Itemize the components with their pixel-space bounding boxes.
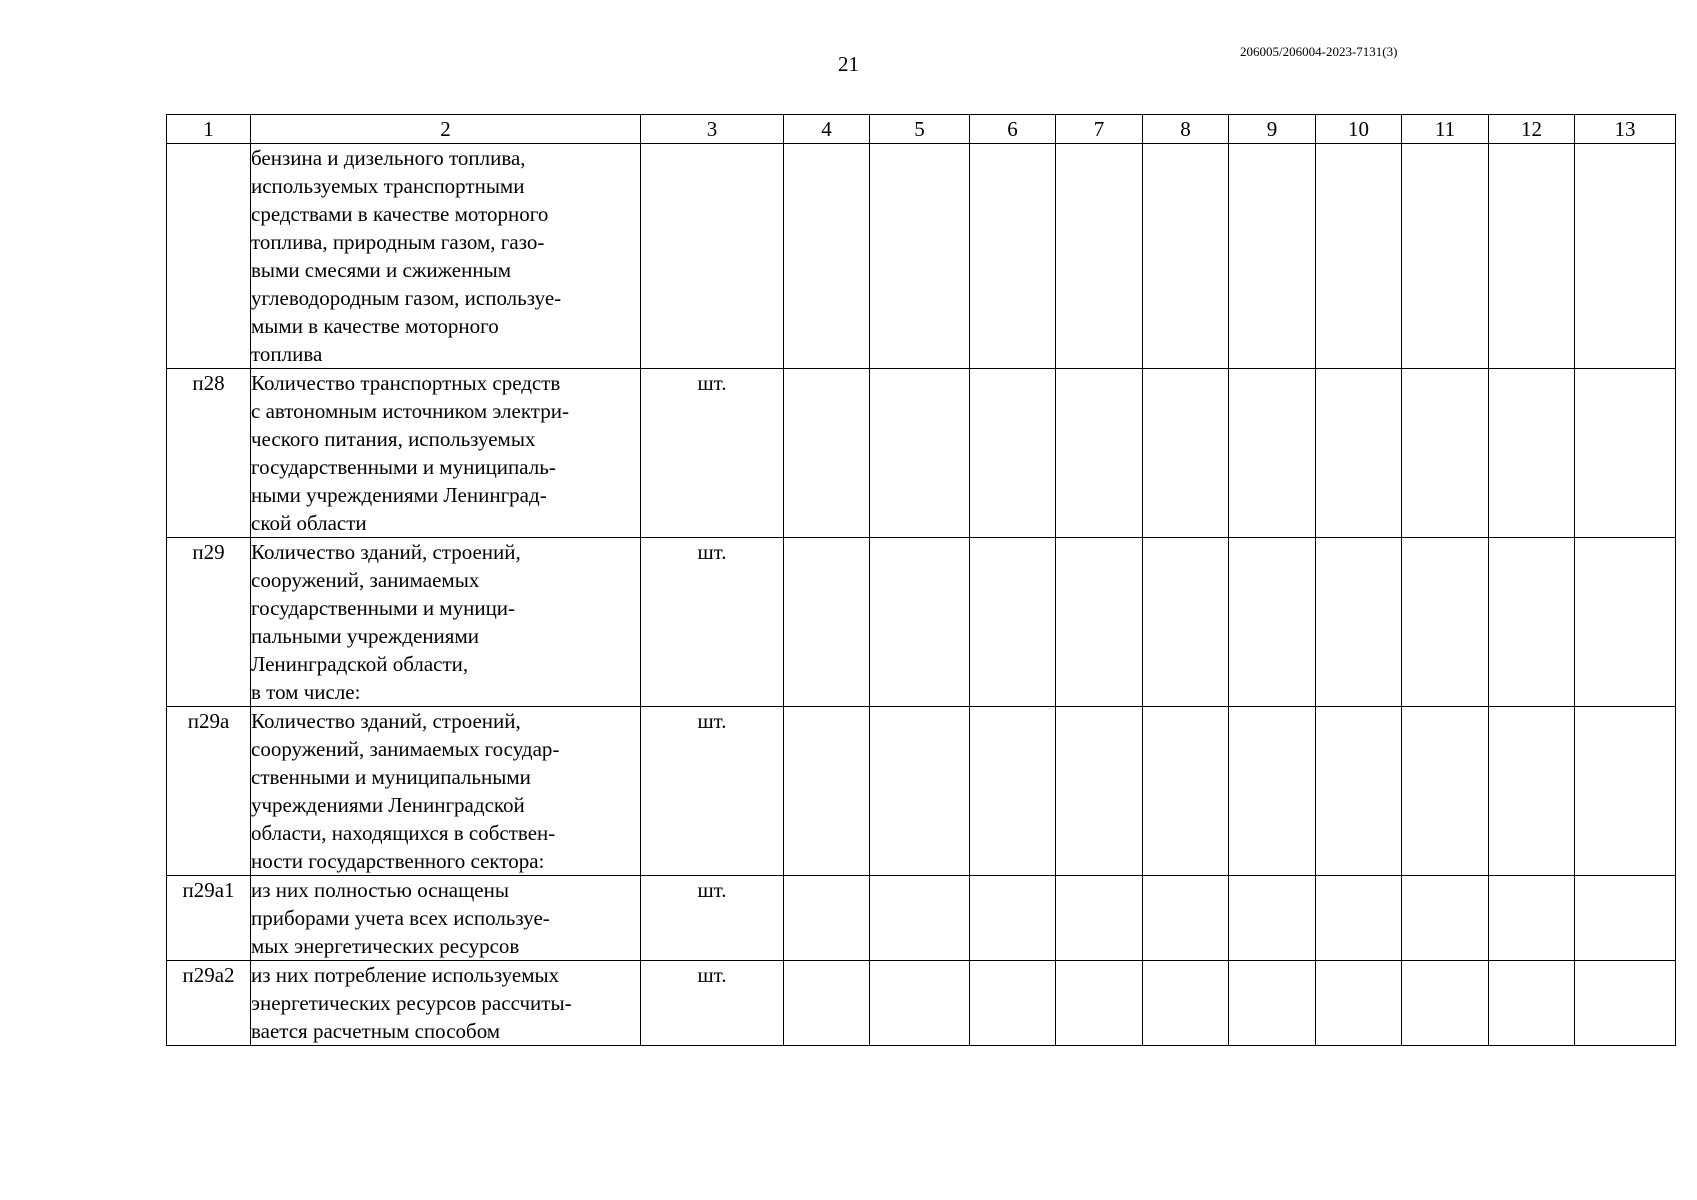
row-description xyxy=(251,707,641,876)
value-cell-col-6 xyxy=(970,144,1056,369)
row-description xyxy=(251,369,641,538)
description-line: учреждениями Ленинградской xyxy=(251,793,525,817)
value-cell-col-6 xyxy=(970,961,1056,1046)
description-line: используемых транспортными xyxy=(251,174,525,198)
value-cell-col-5 xyxy=(870,369,970,538)
description-line: вается расчетным способом xyxy=(251,1019,501,1043)
row-code: п29 xyxy=(167,538,251,707)
column-header-12: 12 xyxy=(1489,115,1575,144)
value-cell-col-11 xyxy=(1402,961,1489,1046)
row-unit: шт. xyxy=(641,538,784,707)
description-line: топлива, природным газом, газо- xyxy=(251,230,545,254)
value-cell-col-10 xyxy=(1316,707,1402,876)
column-header-11: 11 xyxy=(1402,115,1489,144)
column-header-8: 8 xyxy=(1143,115,1229,144)
value-cell-col-7 xyxy=(1056,144,1143,369)
value-cell-col-5 xyxy=(870,876,970,961)
description-line: мых энергетических ресурсов xyxy=(251,934,520,958)
value-cell-col-11 xyxy=(1402,144,1489,369)
description-line: из них потребление используемых xyxy=(251,963,560,987)
row-code: п28 xyxy=(167,369,251,538)
value-cell-col-11 xyxy=(1402,707,1489,876)
row-unit xyxy=(641,144,784,369)
description-line: бензина и дизельного топлива, xyxy=(251,146,526,170)
value-cell-col-13 xyxy=(1575,961,1676,1046)
value-cell-col-12 xyxy=(1489,144,1575,369)
value-cell-col-8 xyxy=(1143,369,1229,538)
value-cell-col-10 xyxy=(1316,144,1402,369)
table-row xyxy=(167,369,1676,538)
row-code xyxy=(167,144,251,369)
column-header-2: 2 xyxy=(251,115,641,144)
value-cell-col-6 xyxy=(970,369,1056,538)
description-line: государственными и муници- xyxy=(251,596,516,620)
column-header-6: 6 xyxy=(970,115,1056,144)
row-description xyxy=(251,144,641,369)
document-id: 206005/206004-2023-7131(3) xyxy=(1240,44,1398,59)
description-line: ческого питания, используемых xyxy=(251,427,536,451)
table-row xyxy=(167,961,1676,1046)
column-header-9: 9 xyxy=(1229,115,1316,144)
table-row xyxy=(167,144,1676,369)
description-line: приборами учета всех используе- xyxy=(251,906,550,930)
value-cell-col-4 xyxy=(784,538,870,707)
row-description xyxy=(251,961,641,1046)
description-line: Ленинградской области, xyxy=(251,652,469,676)
value-cell-col-12 xyxy=(1489,961,1575,1046)
description-line: сооружений, занимаемых государ- xyxy=(251,737,560,761)
table-row xyxy=(167,538,1676,707)
value-cell-col-12 xyxy=(1489,876,1575,961)
description-line: топлива xyxy=(251,342,323,366)
value-cell-col-4 xyxy=(784,707,870,876)
description-line: Количество зданий, строений, xyxy=(251,709,521,733)
value-cell-col-13 xyxy=(1575,707,1676,876)
description-line: государственными и муниципаль- xyxy=(251,455,556,479)
value-cell-col-6 xyxy=(970,538,1056,707)
header-row xyxy=(167,115,1676,144)
column-header-1: 1 xyxy=(167,115,251,144)
description-line: в том числе: xyxy=(251,680,361,704)
description-line: Количество транспортных средств xyxy=(251,371,561,395)
table-row xyxy=(167,876,1676,961)
value-cell-col-6 xyxy=(970,707,1056,876)
value-cell-col-8 xyxy=(1143,707,1229,876)
value-cell-col-7 xyxy=(1056,369,1143,538)
description-line: средствами в качестве моторного xyxy=(251,202,549,226)
row-unit: шт. xyxy=(641,369,784,538)
value-cell-col-8 xyxy=(1143,538,1229,707)
row-unit: шт. xyxy=(641,961,784,1046)
value-cell-col-9 xyxy=(1229,707,1316,876)
value-cell-col-6 xyxy=(970,876,1056,961)
indicators-table xyxy=(166,114,1676,1046)
column-header-13: 13 xyxy=(1575,115,1676,144)
description-line: с автономным источником электри- xyxy=(251,399,569,423)
description-line: ственными и муниципальными xyxy=(251,765,531,789)
value-cell-col-8 xyxy=(1143,144,1229,369)
description-line: ской области xyxy=(251,511,367,535)
row-code: п29а2 xyxy=(167,961,251,1046)
row-description xyxy=(251,538,641,707)
row-unit: шт. xyxy=(641,707,784,876)
description-line: из них полностью оснащены xyxy=(251,878,509,902)
value-cell-col-7 xyxy=(1056,707,1143,876)
description-line: пальными учреждениями xyxy=(251,624,479,648)
value-cell-col-13 xyxy=(1575,144,1676,369)
column-header-4: 4 xyxy=(784,115,870,144)
value-cell-col-12 xyxy=(1489,369,1575,538)
description-line: энергетических ресурсов рассчиты- xyxy=(251,991,572,1015)
value-cell-col-13 xyxy=(1575,538,1676,707)
value-cell-col-5 xyxy=(870,961,970,1046)
value-cell-col-5 xyxy=(870,707,970,876)
value-cell-col-9 xyxy=(1229,144,1316,369)
value-cell-col-7 xyxy=(1056,961,1143,1046)
value-cell-col-9 xyxy=(1229,369,1316,538)
value-cell-col-9 xyxy=(1229,961,1316,1046)
description-line: области, находящихся в собствен- xyxy=(251,821,556,845)
value-cell-col-4 xyxy=(784,144,870,369)
table-row xyxy=(167,707,1676,876)
value-cell-col-9 xyxy=(1229,538,1316,707)
description-line: ными учреждениями Ленинград- xyxy=(251,483,547,507)
value-cell-col-11 xyxy=(1402,538,1489,707)
row-code: п29а1 xyxy=(167,876,251,961)
description-line: углеводородным газом, используе- xyxy=(251,286,562,310)
value-cell-col-10 xyxy=(1316,538,1402,707)
value-cell-col-4 xyxy=(784,961,870,1046)
column-header-5: 5 xyxy=(870,115,970,144)
column-header-7: 7 xyxy=(1056,115,1143,144)
value-cell-col-10 xyxy=(1316,369,1402,538)
value-cell-col-12 xyxy=(1489,707,1575,876)
value-cell-col-8 xyxy=(1143,876,1229,961)
value-cell-col-13 xyxy=(1575,369,1676,538)
value-cell-col-7 xyxy=(1056,538,1143,707)
row-description xyxy=(251,876,641,961)
page-number: 21 xyxy=(838,52,859,76)
value-cell-col-11 xyxy=(1402,876,1489,961)
value-cell-col-4 xyxy=(784,876,870,961)
value-cell-col-10 xyxy=(1316,876,1402,961)
column-header-10: 10 xyxy=(1316,115,1402,144)
description-line: сооружений, занимаемых xyxy=(251,568,480,592)
value-cell-col-7 xyxy=(1056,876,1143,961)
value-cell-col-11 xyxy=(1402,369,1489,538)
description-line: ности государственного сектора: xyxy=(251,849,545,873)
value-cell-col-13 xyxy=(1575,876,1676,961)
description-line: мыми в качестве моторного xyxy=(251,314,499,338)
column-header-3: 3 xyxy=(641,115,784,144)
description-line: выми смесями и сжиженным xyxy=(251,258,511,282)
value-cell-col-4 xyxy=(784,369,870,538)
value-cell-col-5 xyxy=(870,538,970,707)
value-cell-col-9 xyxy=(1229,876,1316,961)
description-line: Количество зданий, строений, xyxy=(251,540,521,564)
value-cell-col-5 xyxy=(870,144,970,369)
row-code: п29а xyxy=(167,707,251,876)
value-cell-col-12 xyxy=(1489,538,1575,707)
value-cell-col-10 xyxy=(1316,961,1402,1046)
table-body xyxy=(167,144,1676,1046)
value-cell-col-8 xyxy=(1143,961,1229,1046)
row-unit: шт. xyxy=(641,876,784,961)
